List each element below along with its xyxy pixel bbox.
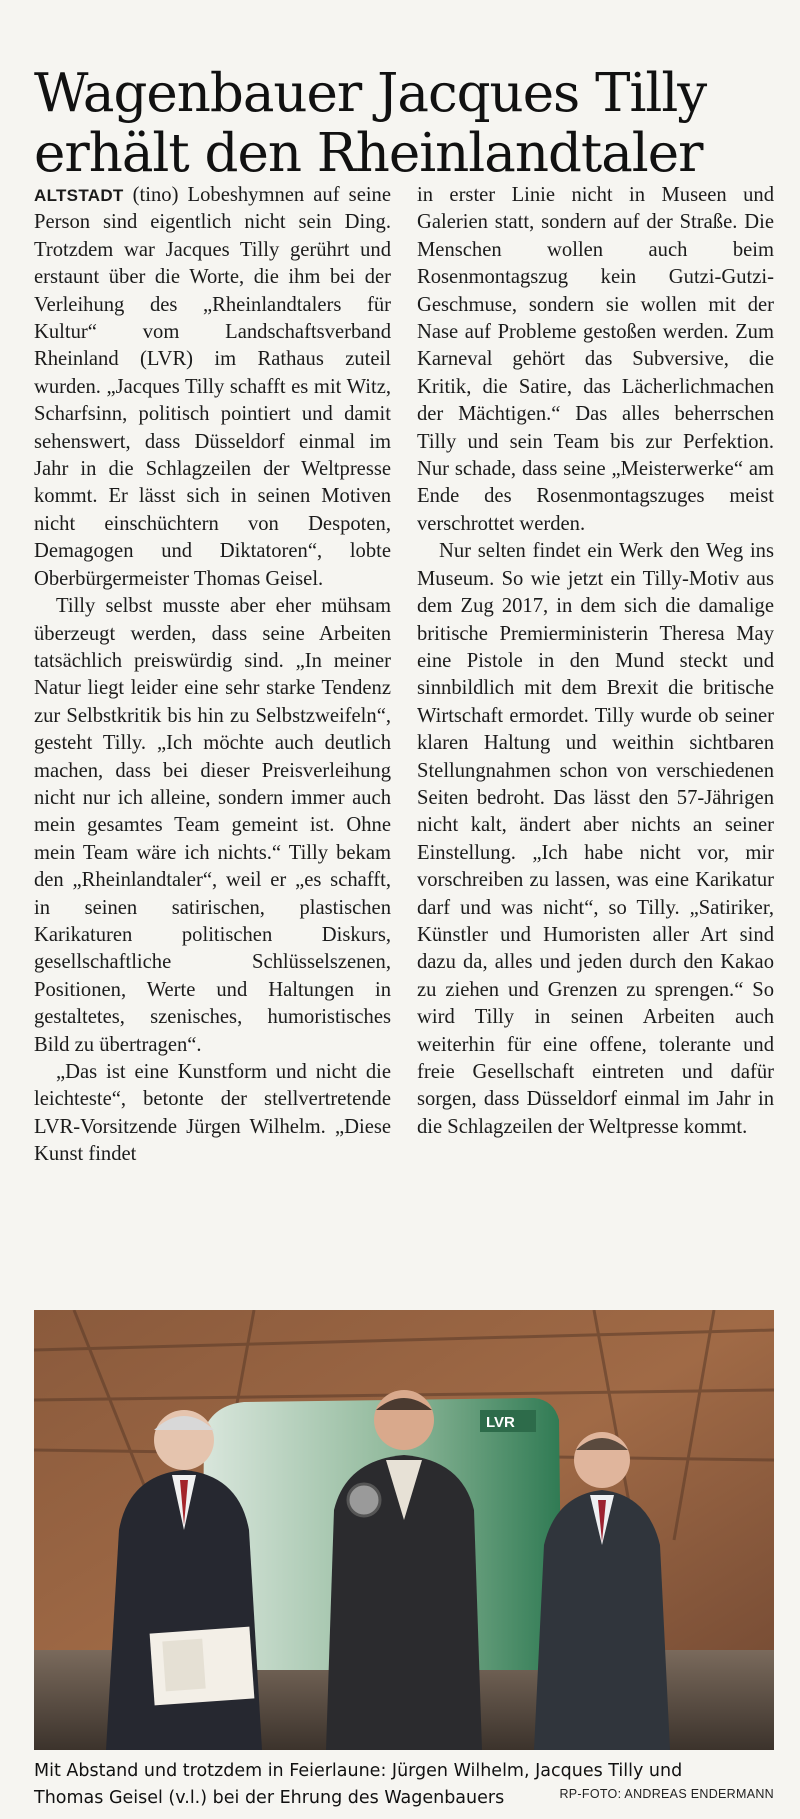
paragraph [34, 182, 391, 593]
headline-line-2: erhält den Rheinlandtaler [34, 122, 703, 184]
lvr-logo: LVR [486, 1414, 515, 1431]
news-photo [34, 1310, 774, 1750]
headline-line-1: Wagenbauer Jacques Tilly [34, 62, 707, 124]
paragraph: in erster Linie nicht in Museen und Galerien statt, sondern auf der Straße. Die Menschen wollen auch beim Rosenmontagszug kein Gutzi-Gutzi-Geschmuse, sondern sie wollen mit der Nase auf Probleme gestoßen werden. Zum Karneval gehört das Subversive, die Kritik, die Satire, das Lächerlichmachen der Mächtigen.“ Das alles beherrschen Tilly und sein Team bis zur Perfektion. Nur schade, dass seine „Meisterwerke“ am Ende des Rosenmontagszuges meist verschrottet werden. [417, 184, 774, 535]
paragraph: „Das ist eine Kunstform und nicht die leichteste“, betonte der stellvertretende LVR-Vorsitzende Jürgen Wilhelm. „Diese Kunst findet [34, 1061, 391, 1166]
photo-credit: RP-FOTO: ANDREAS ENDERMANN [559, 1787, 774, 1801]
photo-illustration [34, 1310, 774, 1750]
article-body [34, 182, 774, 1272]
caption-line-2: Thomas Geisel (v.l.) bei der Ehrung des Wagenbauers [34, 1788, 505, 1808]
article-column-1 [34, 182, 391, 1272]
headline [34, 64, 774, 184]
paragraph-text: (tino) Lobeshymnen auf seine Person sind eigentlich nicht sein Ding. Trotzdem war Jacques Tilly gerührt und erstaunt über die Worte, die ihm bei der Verleihung des „Rheinlandtalers für Kultur“ vom Landschaftsverband Rheinland (LVR) im Rathaus zuteil wurden. „Jacques Tilly schafft es mit Witz, Scharfsinn, politisch pointiert und damit sehenswert, dass Düsseldorf einmal im Jahr in die Schlagzeilen der Weltpresse kommt. Er lässt sich in seinen Motiven nicht einschüchtern von Despoten, Demagogen und Diktatoren“, lobte Oberbürgermeister Thomas Geisel. [34, 184, 391, 590]
caption-line-1: Mit Abstand und trotzdem in Feierlaune: Jürgen Wilhelm, Jacques Tilly und [34, 1761, 683, 1781]
paragraph: Tilly selbst musste aber eher mühsam überzeugt werden, dass seine Arbeiten tatsächlich preiswürdig sind. „In meiner Natur liegt leider eine sehr starke Tendenz zur Selbstkritik bis hin zu Selbstzweifeln“, gesteht Tilly. „Ich möchte auch deutlich machen, dass bei dieser Preisverleihung nicht nur ich alleine, sondern immer auch mein gesamtes Team gemeint ist. Ohne mein Team wäre ich nichts.“ Tilly bekam den „Rheinlandtaler“, weil er „es schafft, in seinen satirischen, plastischen Karikaturen politischen Diskurs, gesellschaftliche Schlüsselszenen, Positionen, Werte und Haltungen in gestaltetes, szenisches, humoristisches Bild zu übertragen“. [34, 595, 391, 1056]
dateline: ALTSTADT [34, 186, 124, 205]
photo-caption [34, 1758, 774, 1812]
paragraph: Nur selten findet ein Werk den Weg ins Museum. So wie jetzt ein Tilly-Motiv aus dem Zug 2017, in dem sich die damalige britische Premierministerin Theresa May eine Pistole in den Mund steckt und sinnbildlich mit dem Brexit die britische Wirtschaft ermordet. Tilly wurde ob seiner klaren Haltung und weithin sichtbaren Stellungnahmen schon von verschiedenen Seiten bedroht. Das lässt den 57-Jährigen nicht kalt, ändert aber nichts an seiner Einstellung. „Ich habe nicht vor, mir vorschreiben zu lassen, was eine Karikatur darf und was nicht“, so Tilly. „Satiriker, Künstler und Humoristen aller Art sind dazu da, alles und jeden durch den Kakao zu ziehen und Grenzen zu sprengen.“ So wird Tilly in seinen Arbeiten auch weiterhin für eine offene, tolerante und freie Gesellschaft eintreten und dafür sorgen, dass Düsseldorf einmal im Jahr in die Schlagzeilen der Weltpresse kommt. [417, 540, 774, 1138]
article-column-2 [417, 182, 774, 1272]
